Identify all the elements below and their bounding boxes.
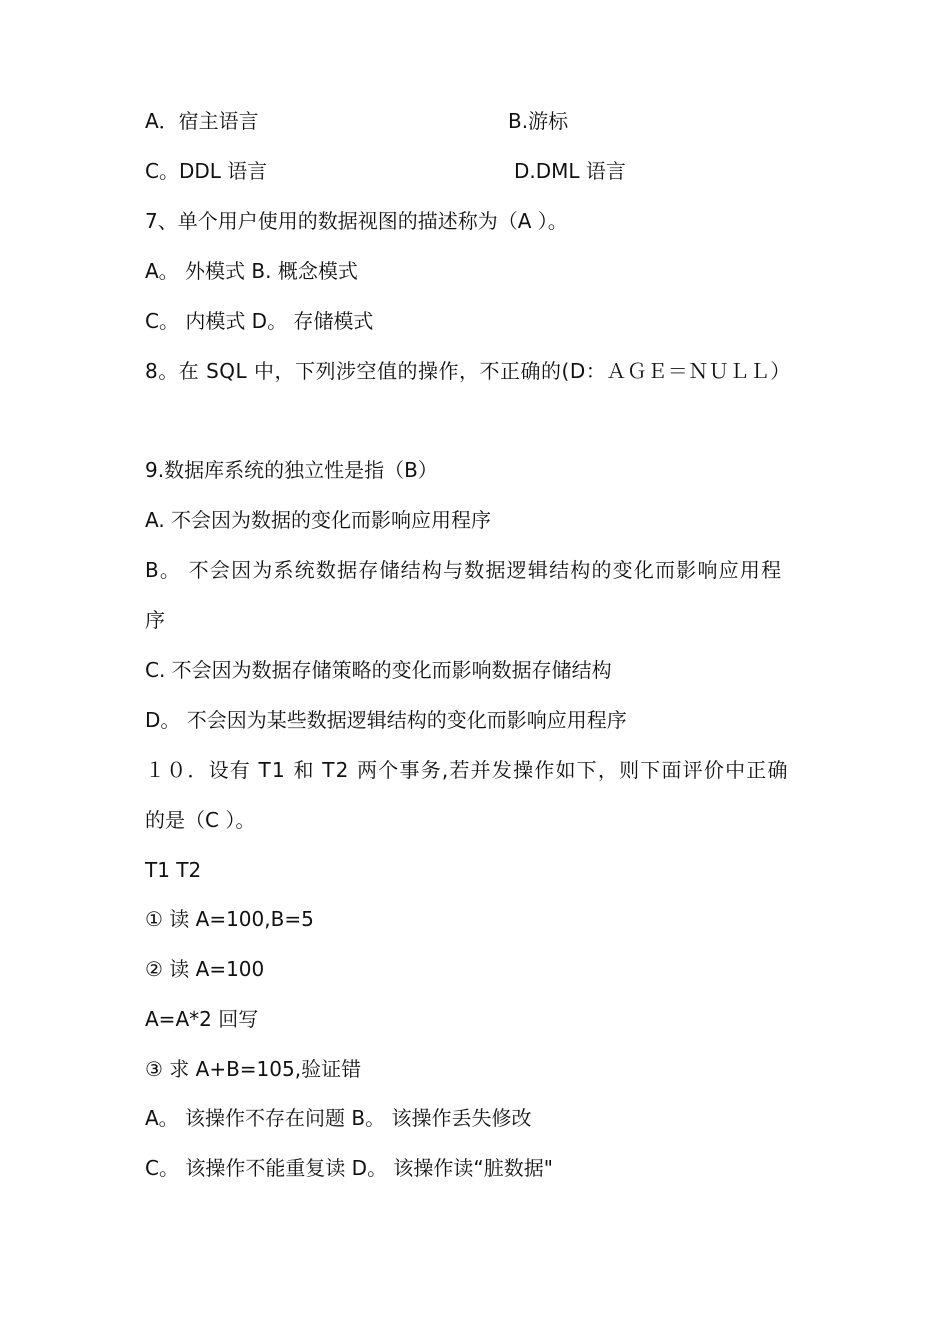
question-7-options-cd: C。 内模式 D。 存储模式 xyxy=(145,309,374,333)
option-b-cursor: B.游标 xyxy=(508,109,569,133)
option-d-dml: D.DML 语言 xyxy=(514,159,626,183)
step-3: ③ 求 A+B=105,验证错 xyxy=(145,1057,362,1081)
question-10-continued: 的是（C ）。 xyxy=(145,808,256,832)
transaction-header: T1 T2 xyxy=(145,858,202,882)
step-1: ① 读 A=100,B=5 xyxy=(145,907,314,931)
question-9-option-c: C. 不会因为数据存储策略的变化而影响数据存储结构 xyxy=(145,658,612,682)
question-9-option-b-continued: 序 xyxy=(145,608,165,632)
step-write-back: A=A*2 回写 xyxy=(145,1007,259,1031)
question-9-option-a: A. 不会因为数据的变化而影响应用程序 xyxy=(145,508,492,532)
option-c-ddl: C。DDL 语言 xyxy=(145,159,268,183)
question-9-option-d: D。 不会因为某些数据逻辑结构的变化而影响应用程序 xyxy=(145,708,627,732)
question-8: 8。在 SQL 中，下列涉空值的操作，不正确的(D：ＡＧＥ＝ＮＵＬＬ） xyxy=(145,359,791,383)
question-9: 9.数据库系统的独立性是指（B） xyxy=(145,458,438,482)
question-10-options-ab: A。 该操作不存在问题 B。 该操作丢失修改 xyxy=(145,1106,532,1130)
question-10-options-cd: C。 该操作不能重复读 D。 该操作读“脏数据" xyxy=(145,1156,553,1180)
question-7-options-ab: A。 外模式 B. 概念模式 xyxy=(145,259,358,283)
question-9-option-b: B。 不会因为系统数据存储结构与数据逻辑结构的变化而影响应用程 xyxy=(145,558,783,582)
step-2: ② 读 A=100 xyxy=(145,957,265,981)
option-a-host-language: A．宿主语言 xyxy=(145,109,259,133)
question-10: １０．设有 T1 和 T2 两个事务,若并发操作如下，则下面评价中正确 xyxy=(145,758,789,782)
question-7: 7、单个用户使用的数据视图的描述称为（A ）。 xyxy=(145,209,568,233)
